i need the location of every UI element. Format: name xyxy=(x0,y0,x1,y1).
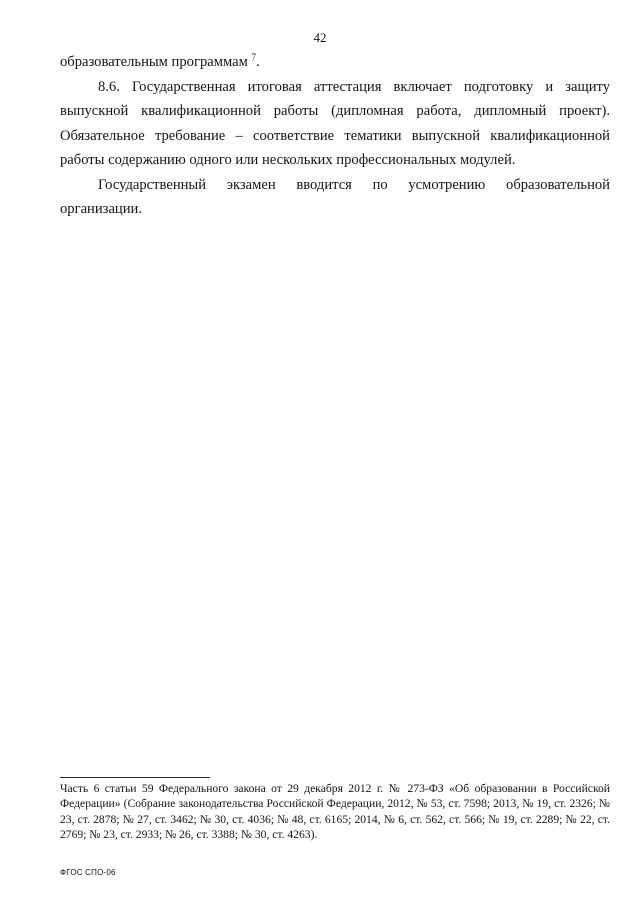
continuation-line xyxy=(60,50,610,75)
paragraph-8-6: 8.6. Государственная итоговая аттестация включает подготовку и защиту выпускной квалификационной работы (дипломная работа, дипломный проект). Обязательное требование – соответствие тематики выпускной квалификационной работы содержанию одного или нескольких профессиональных модулей. xyxy=(60,78,610,168)
paragraph-state-exam: Государственный экзамен вводится по усмотрению образовательной организации. xyxy=(60,176,610,217)
continuation-end: . xyxy=(255,54,260,70)
main-text xyxy=(60,50,610,222)
page-number: 42 xyxy=(313,30,327,45)
footnote-divider xyxy=(60,777,210,778)
document-code: ФГОС СПО-06 xyxy=(60,868,116,877)
continuation-text: образовательным программам xyxy=(60,54,248,70)
footnote-reference: 7 xyxy=(251,52,256,63)
footnote-text: Часть 6 статьи 59 Федерального закона от 29 декабря 2012 г. № 273-ФЗ «Об образовании в Российской Федерации» (Собрание законодательства Российской Федерации, 2012, № 53, ст. 7598; 2013, № 19, ст. 2326; № 23, ст. 2878; № 27, ст. 3462; № 30, ст. 4036; № 48, ст. 6165; 2014, № 6, ст. 562, ст. 566; № 19, ст. 2289; № 22, ст. 2769; № 23, ст. 2933; № 26, ст. 3388; № 30, ст. 4263). xyxy=(60,782,610,842)
